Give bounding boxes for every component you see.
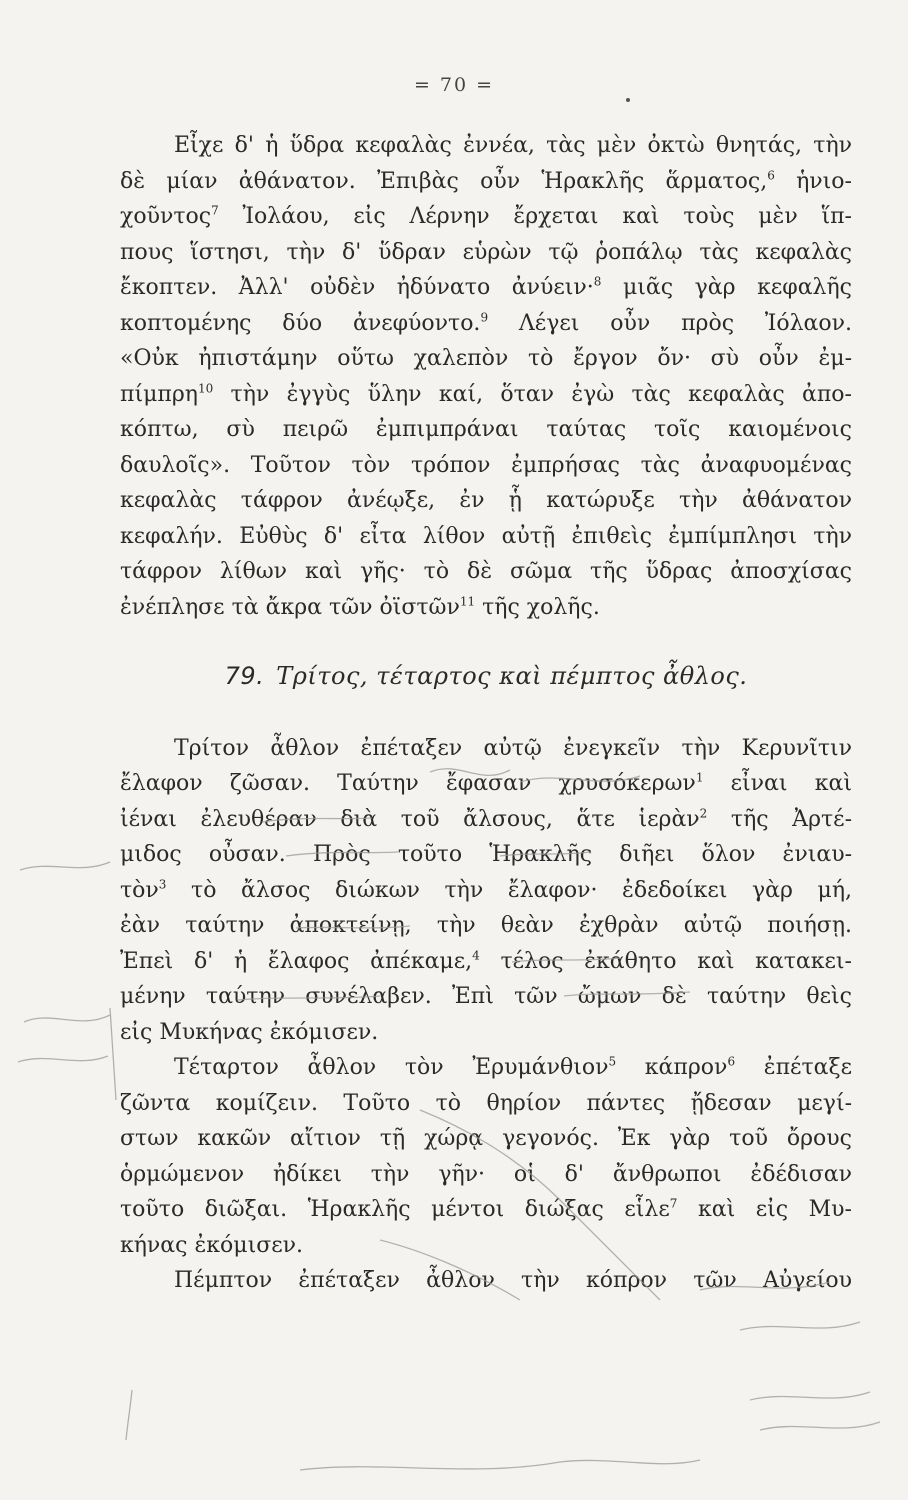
text-line: Τρίτον ἆθλον ἐπέταξεν αὐτῷ ἐνεγκεῖν τὴν Κερυνῖτιν [174, 735, 852, 761]
text-span: Ἰολάου, εἰς Λέρνην ἔρχεται καὶ τοὺς μὲν ἵπ- [218, 204, 852, 229]
text-line [120, 306, 852, 342]
text-line: «Οὐκ ἠπιστάμην οὕτω χαλεπὸν τὸ ἔργον ὄν· σὺ οὖν ἐμ- [120, 346, 852, 371]
footnote-ref: 10 [197, 381, 214, 396]
paragraph-hind [120, 731, 852, 1051]
section-heading [120, 659, 852, 695]
page-number: = 70 = [413, 74, 495, 96]
text-span: ἰέναι ἐλευθέραν διὰ τοῦ ἄλσους, ἅτε ἱερὰν [120, 806, 700, 832]
text-span: τῆς Ἀρτέ- [707, 806, 852, 832]
text-line: πους ἵστησι, τὴν δ' ὕδραν εὑρὼν τῷ ῥοπάλῳ τὰς κεφαλὰς [120, 239, 852, 265]
text-line: ἐὰν ταύτην ἀποκτείνῃ, τὴν θεὰν ἐχθρὰν αὐτῷ ποιήσῃ. [120, 913, 852, 938]
ink-dot [626, 98, 630, 102]
pencil-scribble [126, 1390, 132, 1440]
text-line [120, 1192, 852, 1228]
pencil-scribble [740, 1322, 860, 1330]
text-line [120, 377, 852, 413]
text-line: μιδος οὖσαν. Πρὸς τοῦτο Ἡρακλῆς διῆει ὅλον ἐνιαυ- [120, 842, 852, 867]
pencil-scribble [18, 1056, 108, 1062]
text-span: χοῦντος [120, 204, 212, 229]
footnote-ref: 6 [727, 1054, 736, 1069]
text-line [120, 802, 852, 838]
text-line: ὁρμώμενον ἠδίκει τὴν γῆν· οἱ δ' ἄνθρωποι ἐδέδισαν [120, 1161, 852, 1187]
text-line: κόπτω, σὺ πειρῶ ἐμπιμπράναι ταύτας τοῖς καιομένοις [120, 417, 852, 442]
text-span: τὸ ἄλσος διώκων τὴν ἔλαφον· ἐδεδοίκει γὰρ μή, [166, 877, 852, 903]
footnote-ref: 5 [608, 1054, 617, 1069]
text-line: Πέμπτον ἐπέταξεν ἆθλον τὴν κόπρον τῶν Αὐγείου [174, 1268, 852, 1293]
text-span: Λέγει οὖν πρὸς Ἰόλαον. [488, 310, 852, 336]
section-title: Τρίτος, τέταρτος καὶ πέμπτος ἆθλος. [276, 662, 748, 690]
section-number: 79. [224, 662, 265, 690]
footnote-ref: 7 [669, 1196, 678, 1211]
text-span: τὸν [120, 877, 159, 903]
text-span: πίμπρη [120, 381, 198, 407]
text-span: ἔλαφον ζῶσαν. Ταύτην ἔφασαν χρυσόκερων [120, 771, 696, 796]
text-line [120, 590, 852, 626]
text-line: στων κακῶν αἴτιον τῇ χώρᾳ γεγονός. Ἐκ γὰρ τοῦ ὄρους [120, 1126, 852, 1151]
text-line: κεφαλὰς τάφρον ἀνέῳξε, ἐν ᾗ κατώρυξε τὴν ἀθάνατον [120, 488, 852, 513]
footnote-ref: 2 [699, 806, 708, 821]
text-span: τέλος ἐκάθητο καὶ κατακει- [479, 948, 852, 974]
text-line: εἰς Μυκήνας ἐκόμισεν. [120, 1019, 379, 1045]
footnote-ref: 11 [459, 594, 476, 609]
text-span: ἡνιο- [774, 168, 852, 194]
text-line [120, 766, 852, 802]
text-line [120, 873, 852, 909]
text-line: ζῶντα κομίζειν. Τοῦτο τὸ θηρίον πάντες ᾔδεσαν μεγί- [120, 1090, 852, 1116]
body-text [120, 128, 852, 1299]
text-line [120, 944, 852, 980]
text-span: μιᾶς γὰρ κεφαλῆς [601, 275, 852, 300]
footnote-ref: 1 [695, 770, 704, 785]
text-span: ἐνέπλησε τὰ ἄκρα τῶν ὀϊστῶν [120, 594, 460, 620]
pencil-scribble [300, 1460, 700, 1470]
text-span: ἔκοπτεν. Ἀλλ' οὐδὲν ἠδύνατο ἀνύειν· [120, 275, 594, 300]
text-line [120, 1050, 852, 1086]
text-line [120, 270, 852, 306]
text-span: ἐπέταξε [735, 1055, 852, 1080]
text-span: δὲ μίαν ἀθάνατον. Ἐπιβὰς οὖν Ἡρακλῆς ἅρματος, [120, 168, 768, 194]
text-span: κοπτομένης δύο ἀνεφύοντο. [120, 310, 481, 336]
pencil-scribble [750, 1392, 870, 1400]
text-span: τοῦτο διῶξαι. Ἡρακλῆς μέντοι διώξας εἷλε [120, 1197, 670, 1222]
text-line: δαυλοῖς». Τοῦτον τὸν τρόπον ἐμπρήσας τὰς ἀναφυομένας [120, 452, 852, 478]
footnote-ref: 3 [158, 877, 167, 892]
text-span: κάπρον [616, 1055, 728, 1080]
footnote-ref: 6 [767, 168, 775, 183]
text-span: Ἐπεὶ δ' ἡ ἔλαφος ἀπέκαμε, [120, 948, 473, 974]
paragraph-hydra [120, 128, 852, 625]
text-line: μένην ταύτην συνέλαβεν. Ἐπὶ τῶν ὤμων δὲ ταύτην θεὶς [120, 984, 852, 1009]
text-line [120, 164, 852, 200]
footnote-ref: 9 [480, 310, 489, 325]
text-line: Εἶχε δ' ἡ ὕδρα κεφαλὰς ἐννέα, τὰς μὲν ὀκτὼ θνητάς, τὴν [174, 133, 852, 158]
pencil-scribble [20, 862, 110, 870]
pencil-scribble [760, 1422, 880, 1430]
text-span: εἶναι καὶ [703, 771, 852, 796]
footnote-ref: 8 [593, 274, 602, 289]
text-line: κεφαλήν. Εὐθὺς δ' εἶτα λίθον αὐτῇ ἐπιθεὶς ἐμπίμπλησι τὴν [120, 523, 852, 549]
text-line [120, 199, 852, 235]
text-span: τὴν ἐγγὺς ὕλην καί, ὅταν ἐγὼ τὰς κεφαλὰς ἀπο- [213, 381, 852, 407]
text-span: καὶ εἰς Μυ- [677, 1197, 852, 1222]
text-span: τῆς χολῆς. [482, 594, 600, 620]
footnote-ref: 4 [472, 948, 480, 963]
text-line: κήνας ἐκόμισεν. [120, 1232, 303, 1258]
paragraph-boar [120, 1050, 852, 1263]
paragraph-stables [120, 1263, 852, 1299]
text-line: τάφρον λίθων καὶ γῆς· τὸ δὲ σῶμα τῆς ὕδρας ἀποσχίσας [120, 559, 852, 584]
pencil-scribble [24, 1015, 110, 1022]
text-span: Τέταρτον ἆθλον τὸν Ἐρυμάνθιον [174, 1055, 609, 1080]
pencil-scribble [110, 1008, 116, 1100]
footnote-ref: 7 [211, 203, 219, 218]
